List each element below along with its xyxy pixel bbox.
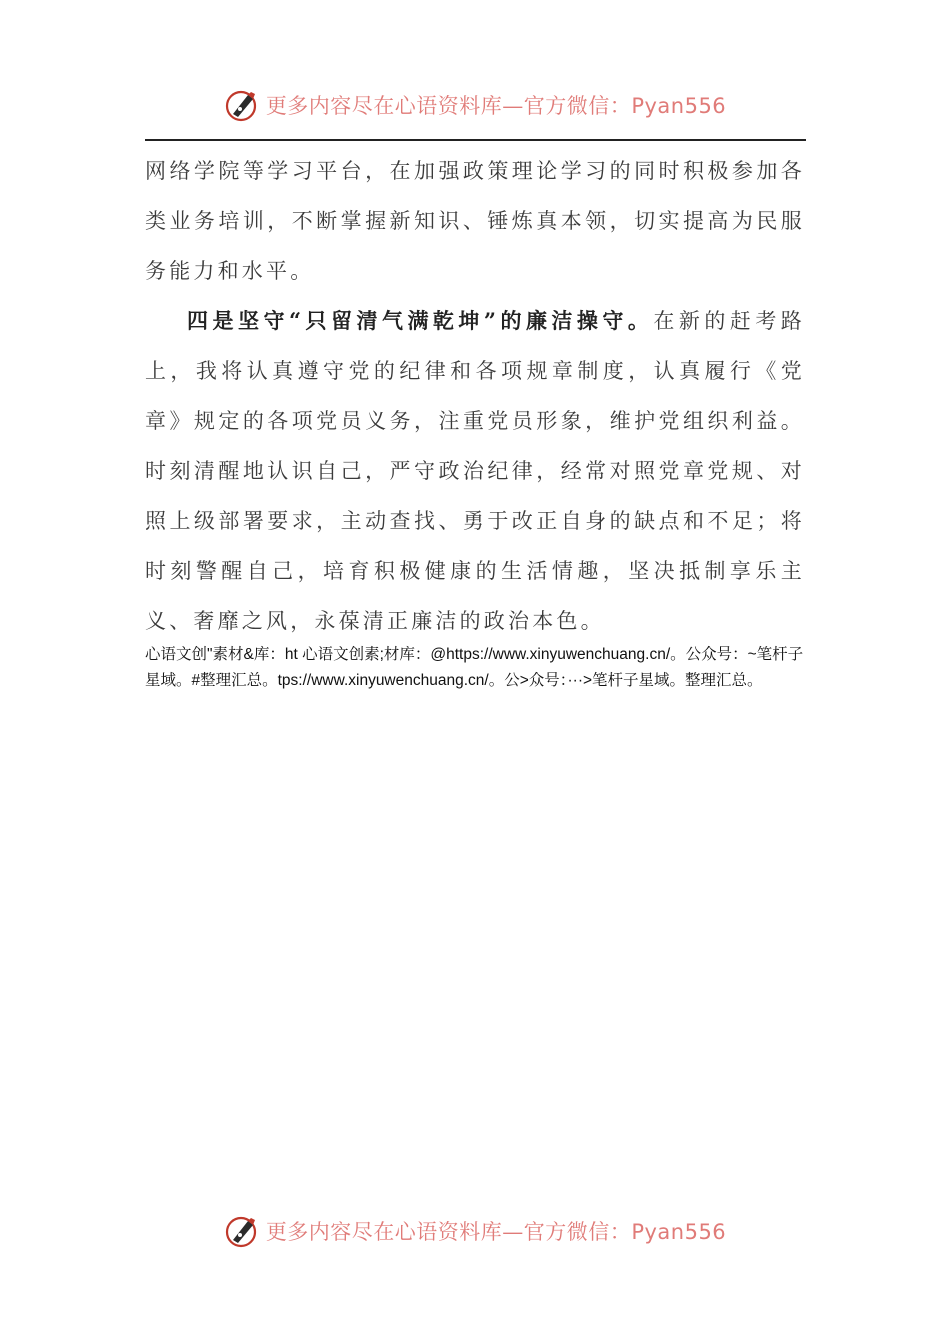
pen-nib-logo-icon	[224, 87, 260, 123]
header-banner	[0, 80, 950, 130]
header-divider	[145, 139, 806, 141]
header-wechat-id: Pyan556	[631, 94, 727, 118]
source-note: 心语文创"素材&库：ht 心语文创素;材库：@https://www.xinyuwenchuang.cn/。公众号：~笔杆子星域。#整理汇总。tps://www.xinyuwenchuang.cn/。公>众号：···>笔杆子星域。整理汇总。	[145, 646, 804, 689]
header-banner-text: 更多内容尽在心语资料库—官方微信：Pyan556	[265, 94, 727, 118]
paragraph-1: 网络学院等学习平台，在加强政策理论学习的同时积极参加各类业务培训，不断掌握新知识、锤炼真本领，切实提高为民服务能力和水平。	[145, 159, 805, 283]
footer-banner	[0, 1206, 950, 1256]
paragraph-2-heading: 四是坚守“只留清气满乾坤”的廉洁操守。	[187, 308, 654, 333]
footer-wechat-id: Pyan556	[631, 1220, 727, 1244]
document-body	[145, 146, 805, 646]
footer-banner-text: 更多内容尽在心语资料库—官方微信：Pyan556	[265, 1220, 727, 1244]
paragraph-2-body: 在新的赶考路上，我将认真遵守党的纪律和各项规章制度，认真履行《党章》规定的各项党员义务，注重党员形象，维护党组织利益。时刻清醒地认识自己，严守政治纪律，经常对照党章党规、对照上级部署要求，主动查找、勇于改正自身的缺点和不足；将时刻警醒自己，培育积极健康的生活情趣，坚决抵制享乐主义、奢靡之风，永葆清正廉洁的政治本色。	[145, 309, 805, 633]
pen-nib-logo-icon	[224, 1213, 260, 1249]
paragraph-2	[145, 296, 805, 646]
